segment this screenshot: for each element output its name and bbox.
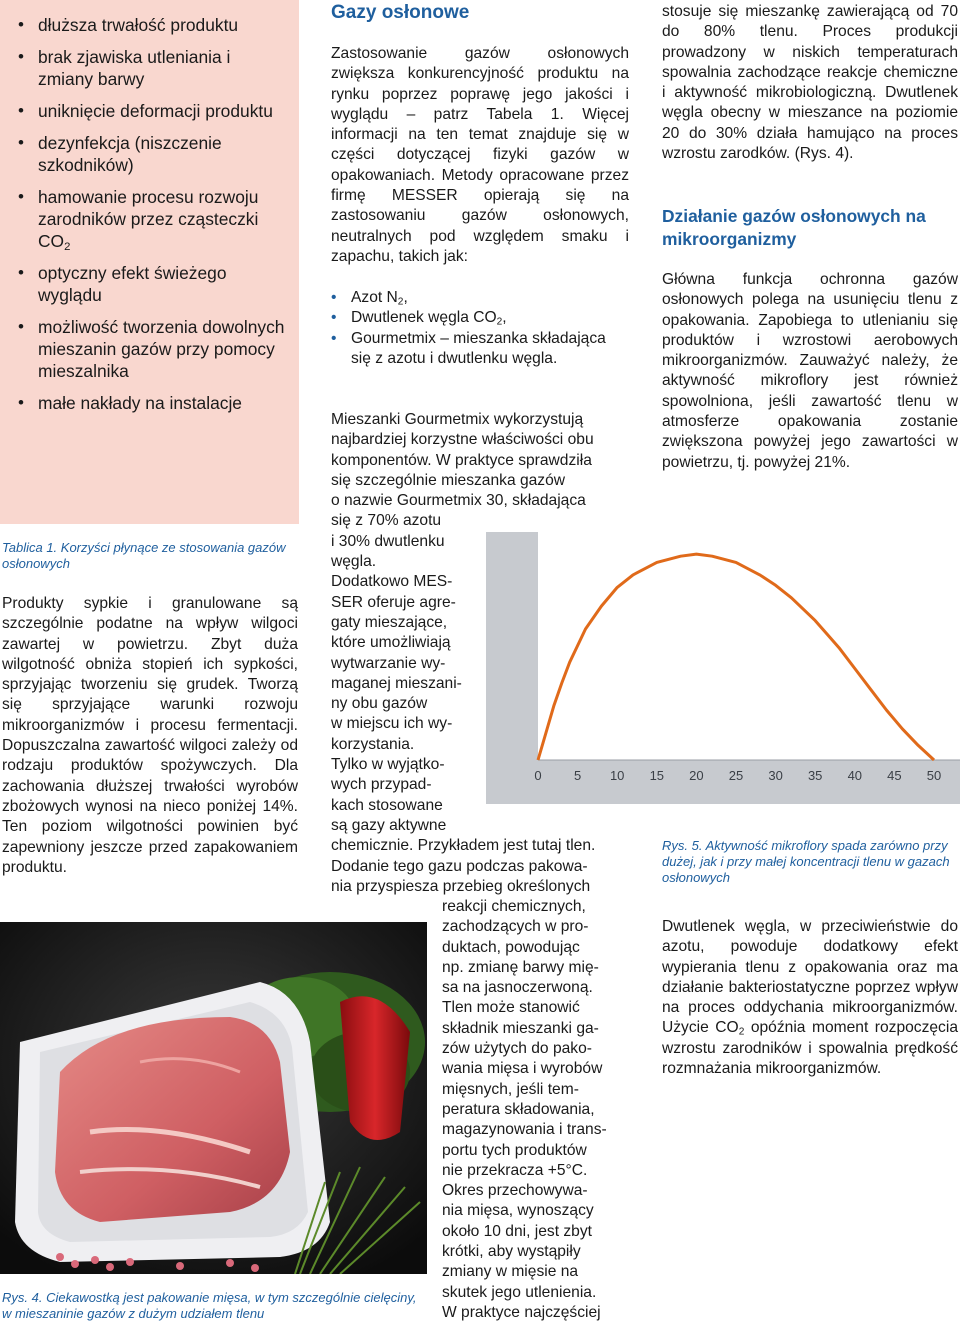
text-line: gaty mieszające, bbox=[331, 613, 448, 631]
text-line: SER oferuje agre- bbox=[331, 593, 456, 611]
col3-paragraph-3 bbox=[662, 917, 958, 1079]
benefits-list bbox=[0, 0, 299, 414]
text-line: około 10 dni, jest zbyt bbox=[442, 1222, 592, 1240]
col1-paragraph: Produkty sypkie i granulowane są szczególnie podatne na wpływ wilgoci zawartej w powietrzu. Zbyt duża wilgotność obniża stopień ich sypkości, sprzyjając tworzeniu się grudek. Tworzą się sprzyjające warunki rozwoju mikroorganizmów i procesu fermentacji. Dopuszczalna zawartość wilgoci zależy od rodzaju produktów spożywczych. Dla zachowania dłuższej trwałości wyrobów zbożowych wynosi na nieco poniżej 14%. Ten poziom wilgotności powinien być zapewniony jeszcze przed zapakowaniem produktu. bbox=[2, 595, 298, 876]
x-tick-label: 35 bbox=[807, 768, 823, 783]
x-tick-label: 50 bbox=[926, 768, 942, 783]
benefit-item: • hamowanie procesu rozwoju zarodników przez cząsteczki $CO_2$ bbox=[18, 186, 289, 252]
co2-text: Dwutlenek węgla, w przeciwieństwie do azotu, powoduje dodatkowy efekt wypierania tlenu z opakowania oraz ma działanie bakteriostatyczne poprzez wpływ na proces oddychania mikroorganizmów. Użycie CO bbox=[662, 918, 958, 1037]
text-line: się z 70% azotu bbox=[331, 512, 442, 530]
text-line: wania mięsa i wyrobów bbox=[442, 1060, 603, 1078]
text-line: się szczególnie mieszanka gazów bbox=[331, 471, 566, 489]
text-line: które umożliwiają bbox=[331, 634, 451, 652]
col3-paragraph-2: Główna funkcja ochronna gazów osłonowych polega na usunięciu tlenu z opakowania. Zapobiega to utlenianiu się produktów i wzrostowi aerobowych mikroorganizmów. Zauważyć należy, że aktywność mikroflory jest również spowolniona, jeśli zawartość tlenu w atmosferze opakowania zostanie zwiększona powyżej jego zawartości w powietrzu, tj. powyżej 21%. bbox=[662, 271, 958, 471]
text-line: Tylko w wyjątko- bbox=[331, 756, 445, 774]
gas-list-item: • Azot $N_2$, bbox=[331, 289, 408, 308]
table-caption: Tablica 1. Korzyści płynące ze stosowania gazów osłonowych bbox=[2, 540, 286, 571]
benefit-item: • możliwość tworzenia dowolnych mieszanin gazów przy pomocy mieszalnika bbox=[18, 316, 289, 382]
meat-package-illustration bbox=[0, 922, 427, 1274]
x-tick-label: 45 bbox=[887, 768, 902, 783]
text-line: zachodzących w pro- bbox=[442, 918, 589, 936]
text-line: Dodatkowo MES- bbox=[331, 573, 453, 591]
photo-caption: Rys. 4. Ciekawostką jest pakowanie mięsa, w tym szczególnie cielęciny, w mieszaninie gazów z dużym udziałem tlenu bbox=[2, 1290, 417, 1321]
microorganisms-heading: Działanie gazów osłonowych na mikroorganizmy bbox=[662, 206, 926, 249]
x-tick-label: 40 bbox=[847, 768, 863, 783]
benefit-item: • dłuższa trwałość produktu bbox=[18, 14, 289, 36]
text-line: komponentów. W praktyce sprawdziła bbox=[331, 451, 592, 469]
x-tick-label: 10 bbox=[609, 768, 625, 783]
gazy-heading: Gazy osłonowe bbox=[331, 2, 470, 23]
gas-list-item: • Dwutlenek węgla $CO_2$, bbox=[331, 309, 507, 328]
text-line: Dodanie tego gazu podczas pakowa- bbox=[331, 857, 588, 875]
x-tick-label: 0 bbox=[534, 768, 542, 783]
text-line: Mieszanki Gourmetmix wykorzystują bbox=[331, 411, 584, 428]
text-line: mięsnych, jeśli tem- bbox=[442, 1080, 579, 1098]
text-line: wych przypad- bbox=[331, 776, 432, 794]
benefit-item: • uniknięcie deformacji produktu bbox=[18, 100, 289, 122]
text-line: w miejscu ich wy- bbox=[331, 715, 453, 733]
col2-paragraph-3 bbox=[442, 897, 630, 1323]
text-line: sa na jasnoczerwoną. bbox=[442, 979, 593, 997]
microflora-chart bbox=[486, 532, 960, 804]
col2-paragraph-1: Zastosowanie gazów osłonowych zwiększa konkurencyjność produktu na rynku poprzez poprawę jego jakości i wyglądu – patrz Tabela 1. Więcej informacji na ten temat znajduje się w części dotyczącej fizyki gazów w opakowaniach. Metody opracowane przez firmę MESSER opierają się na zastosowaniu gazów osłonowych, neutralnych pod względem smaku i zapachu, takich jak: bbox=[331, 45, 629, 265]
x-tick-label: 20 bbox=[689, 768, 704, 783]
text-line: zmiany w mięsie na bbox=[442, 1263, 579, 1281]
x-tick-label: 25 bbox=[728, 768, 744, 783]
text-line: nia przyspiesza przebieg określonych bbox=[331, 877, 591, 895]
text-line: składnik mieszanki ga- bbox=[442, 1019, 599, 1037]
text-line: Okres przechowywa- bbox=[442, 1182, 588, 1200]
text-line: W praktyce najczęściej bbox=[442, 1303, 601, 1321]
x-tick-label: 15 bbox=[649, 768, 665, 783]
text-line: ny obu gazów bbox=[331, 695, 428, 713]
plot-area bbox=[538, 532, 960, 760]
co2-subscript: 2 bbox=[738, 1027, 745, 1039]
x-tick-label: 5 bbox=[573, 768, 582, 783]
text-line: wytwarzanie wy- bbox=[331, 654, 446, 672]
text-line: węgla. bbox=[331, 553, 377, 571]
chart-svg bbox=[486, 532, 960, 804]
text-line: np. zmianę barwy mię- bbox=[442, 958, 599, 976]
text-line: są gazy aktywne bbox=[331, 816, 447, 834]
text-line: zów użytych do pako- bbox=[442, 1040, 592, 1058]
benefit-item: • brak zjawiska utleniania i zmiany barwy bbox=[18, 46, 289, 90]
benefits-table bbox=[0, 0, 299, 524]
text-line: chemicznie. Przykładem jest tutaj tlen. bbox=[331, 837, 596, 855]
text-line: korzystania. bbox=[331, 735, 415, 753]
text-line: najbardziej korzystne właściwości obu bbox=[331, 431, 594, 449]
text-line: krótki, aby wystąpiły bbox=[442, 1243, 581, 1261]
text-line: nie przekracza +5°C. bbox=[442, 1161, 588, 1179]
benefit-item: • dezynfekcja (niszczenie szkodników) bbox=[18, 132, 289, 176]
text-line: portu tych produktów bbox=[442, 1141, 587, 1159]
benefit-item: • małe nakłady na instalacje bbox=[18, 392, 289, 414]
text-line: maganej mieszani- bbox=[331, 674, 462, 692]
text-line: peratura składowania, bbox=[442, 1100, 595, 1118]
text-line: nia mięsa, wynoszący bbox=[442, 1202, 594, 1220]
text-line: i 30% dwutlenku bbox=[331, 532, 445, 550]
benefit-item: • optyczny efekt świeżego wyglądu bbox=[18, 262, 289, 306]
text-line: reakcji chemicznych, bbox=[442, 898, 586, 915]
gas-list-item: • Gourmetmix – mieszanka składająca się z azotu i dwutlenku węgla. bbox=[331, 329, 606, 367]
text-line: o nazwie Gourmetmix 30, składająca bbox=[331, 492, 586, 510]
gas-list bbox=[331, 288, 629, 369]
meat-package-photo bbox=[0, 922, 427, 1274]
x-tick-label: 30 bbox=[768, 768, 783, 783]
col3-paragraph-1: stosuje się mieszankę zawierającą od 70 do 80% tlenu. Proces produkcji prowadzony w niskich temperaturach spowalnia zachodzące reakcje chemiczne i aktywność mikrobiologiczną. Dwutlenek węgla obecny w mieszance na poziomie 20 do 30% działa hamująco na proces wzrostu zarodków. (Rys. 4). bbox=[662, 3, 958, 163]
co2-text-after: opóźnia moment rozpoczęcia wzrostu zarodników i spowalnia prędkość rozmnażania mikroorganizmów. bbox=[662, 1019, 958, 1078]
text-line: Tlen może stanowić bbox=[442, 999, 580, 1017]
chart-caption: Rys. 5. Aktywność mikroflory spada zarówno przy dużej, jak i przy małej koncentracji tlenu w gazach osłonowych bbox=[662, 838, 950, 885]
text-line: kach stosowane bbox=[331, 796, 443, 814]
text-line: skutek jego utlenienia. bbox=[442, 1283, 597, 1301]
text-line: duktach, powodując bbox=[442, 938, 580, 956]
text-line: magazynowania i trans- bbox=[442, 1121, 607, 1139]
